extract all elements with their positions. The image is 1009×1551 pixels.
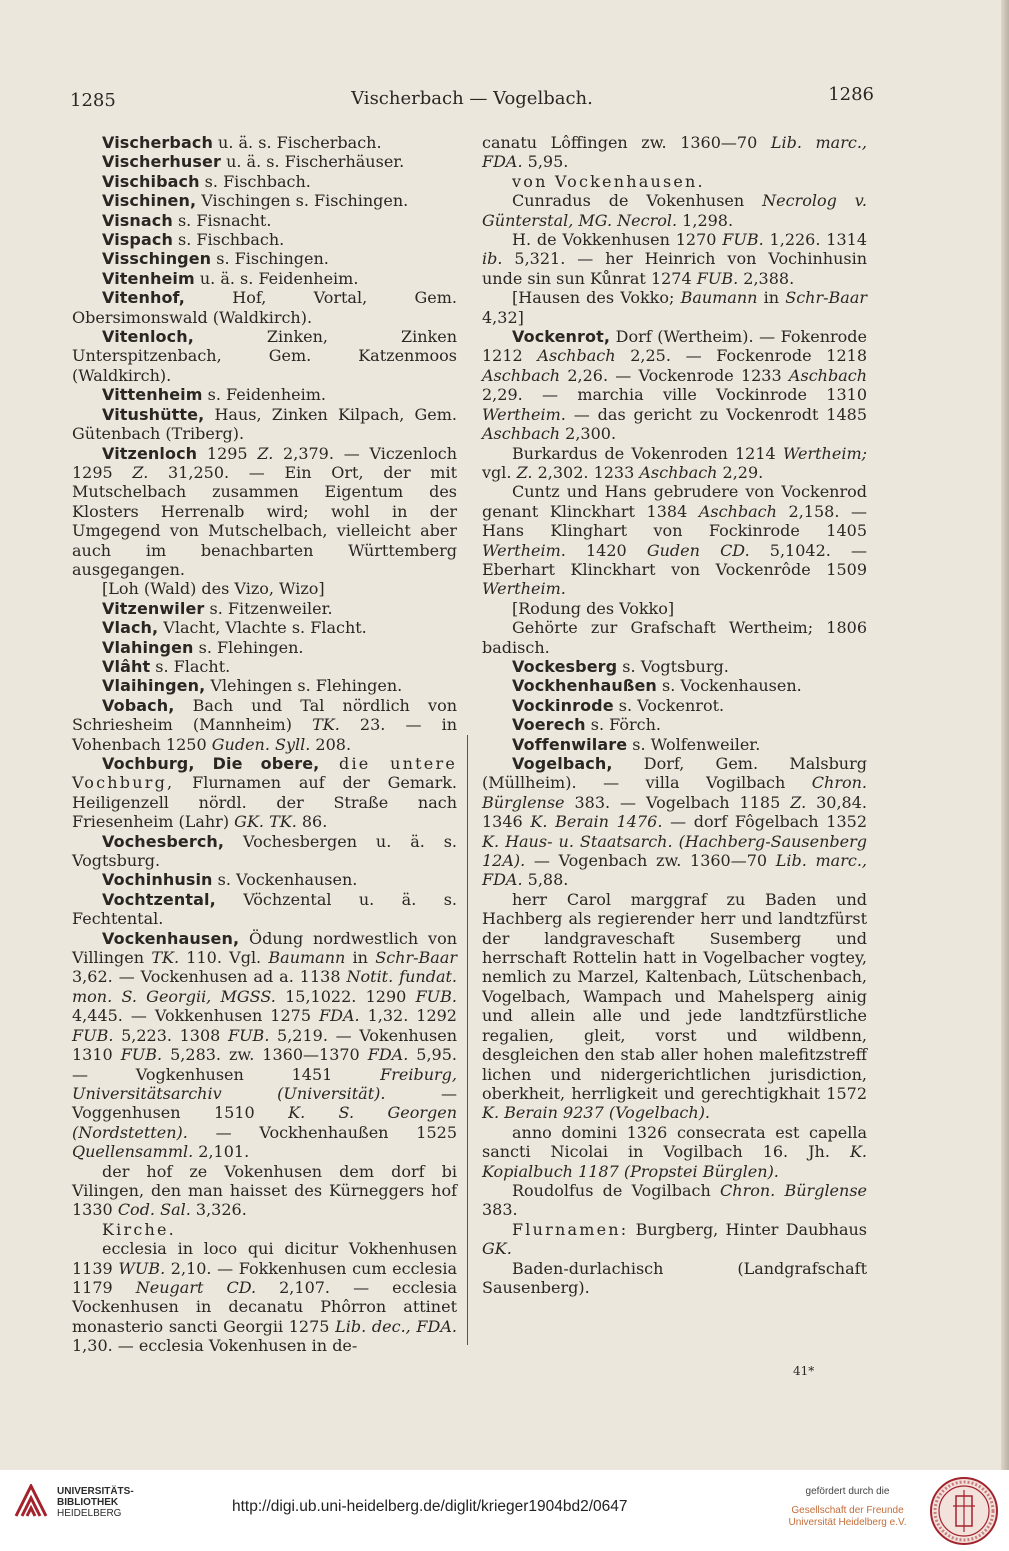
entry: Vitenheim u. ä. s. Feidenheim.: [102, 268, 359, 288]
entry: Vockesberg s. Vogtsburg.: [512, 656, 729, 676]
section-label: Kirche.: [102, 1219, 176, 1239]
page-edge: [1001, 0, 1009, 1470]
entry: Vogelbach, Dorf, Gem. Malsburg (Müllheim). — villa Vogilbach Chron. Bürglense 383. — Vogelbach 1185 Z. 30,84. 1346 K. Berain 1476. — dorf Fôgelbach 1352 K. Haus- u. Staatsarch. (Hachberg-Sausenberg 12A). — Vogenbach zw. 1360—70 Lib. marc., FDA. 5,88.: [482, 754, 867, 890]
entry: Vlach, Vlacht, Vlachte s. Flacht.: [102, 618, 367, 638]
quote: anno domini 1326 consecrata est capella sancti Nicolai in Vogilbach 16. Jh. K. Kopialbuch 1187 (Propstei Bürglen).: [482, 1122, 867, 1181]
entry: Vobach, Bach und Tal nördlich von Schriesheim (Mannheim) TK. 23. — in Vohenbach 1250 Guden. Syll. 208.: [72, 695, 458, 754]
etymology-note: [Loh (Wald) des Vizo, Wizo]: [102, 579, 325, 599]
entry: Vochinhusin s. Vockenhausen.: [102, 870, 358, 890]
entry: Vittenheim s. Feidenheim.: [102, 385, 326, 405]
entry: Voffenwilare s. Wolfenweiler.: [512, 734, 761, 754]
entry: Vitenhof, Hof, Vortal, Gem. Obersimonswald (Waldkirch).: [72, 288, 457, 327]
page-header: [70, 84, 874, 114]
sponsor-note: gefördert durch die Gesellschaft der Freunde Universität Heidelberg e.V.: [788, 1486, 907, 1528]
entry: Vlahingen s. Flehingen.: [102, 637, 304, 657]
quote: Cuntz und Hans gebrudere von Vockenrod genant Klinckhart 1384 Aschbach 2,158. — Hans Klinghart von Fockinrode 1405 Wertheim. 1420 Guden CD. 5,1042. — Eberhart Klinckhart von Vockenrôde 1509 Wertheim.: [482, 482, 868, 599]
entry: Vlâht s. Flacht.: [102, 656, 231, 676]
quote: ecclesia in loco qui dicitur Vokhenhusen 1139 WUB. 2,10. — Fokkenhusen cum ecclesia 1179 Neugart CD. 2,107. — ecclesia Vockenhusen in decanatu Phôrron attinet monasterio sancti Georgii 1275 Lib. dec., FDA. 1,30. — ecclesia Vokenhusen in de-: [72, 1239, 457, 1356]
entry: Vitzenwiler s. Fitzenweiler.: [102, 598, 333, 618]
permalink[interactable]: http://digi.ub.uni-heidelberg.de/diglit/krieger1904bd2/0647: [232, 1498, 628, 1515]
entry: Vockenhausen, Ödung nordwestlich von Villingen TK. 110. Vgl. Baumann in Schr-Baar 3,62. — Vockenhusen ad a. 1138 Notit. fundat. mon. S. Georgii, MGSS. 15,1022. 1290 FUB. 4,445. — Vokkenhusen 1275 FDA. 1,32. 1292 FUB. 5,223. 1308 FUB. 5,219. — Vokenhusen 1310 FUB. 5,283. zw. 1360—1370 FDA. 5,95. — Vogkenhusen 1451 Freiburg, Universitätsarchiv (Universität). — Voggenhusen 1510 K. S. Georgen (Nordstetten). — Vockhenhaußen 1525 Quellensamml. 2,101.: [72, 928, 458, 1162]
note: Baden-durlachisch (Landgrafschaft Sausenberg).: [482, 1258, 867, 1297]
entry: Vischerbach u. ä. s. Fischerbach.: [102, 133, 382, 152]
quote: Cunradus de Vokenhusen Necrolog v. Günterstal, MG. Necrol. 1,298.: [482, 191, 867, 230]
footer-bar: [0, 1470, 1009, 1551]
continuation: canatu Lôffingen zw. 1360—70 Lib. marc., FDA. 5,95.: [482, 133, 868, 172]
entry: Vispach s. Fischbach.: [102, 230, 285, 250]
quote: H. de Vokkenhusen 1270 FUB. 1,226. 1314 ib. 5,321. — her Heinrich von Vochinhusin unde sin sun Kůnrat 1274 FUB. 2,388.: [482, 230, 867, 288]
quote: herr Carol marggraf zu Baden und Hachberg als regierender herr und landtzfürst der landgraveschaft Susemberg und herrschaft Rottelin hatt in Vogelbacher vogtey, nemlich zu Marzel, Kaltenbach, Lütschenbach, Vogelbach, Wampach und Mahelsperg ainig und allein alle und jede landtzfürstliche regalien, gleit, vorst und wildbenn, desgleichen den stab aller hohen malefitzstreff lichen und nidergerichtlichen jurisdiction, oberkheit, herrligkeit und gerechtigkhait 1572 K. Berain 9237 (Vogelbach).: [482, 889, 867, 1123]
entry: Voerech s. Förch.: [512, 715, 661, 735]
left-column: [72, 133, 457, 1356]
entry: Vochtzental, Vöchzental u. ä. s. Fechtental.: [72, 889, 457, 929]
note: Gehörte zur Grafschaft Wertheim; 1806 badisch.: [482, 618, 867, 657]
page-number-right: 1286: [828, 84, 874, 105]
etymology-note: [Hausen des Vokko; Baumann in Schr-Baar 4,32]: [482, 288, 867, 327]
quote: Burkardus de Vokenroden 1214 Wertheim; vgl. Z. 2,302. 1233 Aschbach 2,29.: [482, 443, 867, 482]
entry: Vockinrode s. Vockenrot.: [512, 695, 725, 715]
university-seal-icon: [929, 1476, 999, 1546]
entry: Vischinen, Vischingen s. Fischingen.: [102, 191, 409, 211]
column-divider: [467, 735, 468, 1345]
library-name: UNIVERSITÄTS- BIBLIOTHEK HEIDELBERG: [57, 1486, 134, 1519]
entry: Vitenloch, Zinken, Zinken Unterspitzenbach, Gem. Katzenmoos (Waldkirch).: [72, 327, 457, 385]
entry: Visnach s. Fisnacht.: [102, 210, 272, 230]
right-column: [482, 133, 867, 1297]
entry: Vitzenloch 1295 Z. 2,379. — Viczenloch 1295 Z. 31,250. — Ein Ort, der mit Mutschelbach zusammen Eigentum des Klosters Herrenalb wird; wohl in der Umgegend von Mutschelbach, vielleicht aber auch im benachbarten Württemberg ausgegangen.: [72, 443, 458, 579]
quote: der hof ze Vokenhusen dem dorf bi Vilingen, den man haisset des Kürneggers hof 1330 Cod. Sal. 3,326.: [72, 1161, 457, 1220]
signature-mark: 41*: [793, 1364, 815, 1378]
entry: Vischibach s. Fischbach.: [102, 171, 311, 191]
entry: Vochesberch, Vochesbergen u. ä. s. Vogtsburg.: [72, 831, 457, 871]
entry: Vochburg, Die obere, die untere Vochburg, Flurnamen auf der Gemark. Heiligenzell nördl. der Straße nach Friesenheim (Lahr) GK. TK. 86.: [72, 754, 457, 832]
entry: Vockenrot, Dorf (Wertheim). — Fokenrode 1212 Aschbach 2,25. — Fockenrode 1218 Aschbach 2,26. — Vockenrode 1233 Aschbach 2,29. — marchia ville Vockinrode 1310 Wertheim. — das gericht zu Vockenrodt 1485 Aschbach 2,300.: [482, 327, 867, 444]
entry: Visschingen s. Fischingen.: [102, 249, 329, 269]
entry: Vischerhuser u. ä. s. Fischerhäuser.: [102, 152, 405, 172]
library-logo-icon: [14, 1484, 48, 1518]
quote: Roudolfus de Vogilbach Chron. Bürglense 383.: [482, 1180, 868, 1220]
entry: Vockhenhaußen s. Vockenhausen.: [512, 676, 802, 696]
entry: Vlaihingen, Vlehingen s. Flehingen.: [102, 676, 403, 696]
field-names: Flurnamen: Burgberg, Hinter Daubhaus GK.: [482, 1219, 867, 1259]
section-label: von Vockenhausen.: [512, 171, 705, 191]
running-title: Vischerbach — Vogelbach.: [351, 88, 593, 109]
entry: Vitushütte, Haus, Zinken Kilpach, Gem. Gütenbach (Triberg).: [72, 404, 457, 444]
etymology-note: [Rodung des Vokko]: [512, 598, 675, 618]
page-number-left: 1285: [70, 90, 116, 111]
